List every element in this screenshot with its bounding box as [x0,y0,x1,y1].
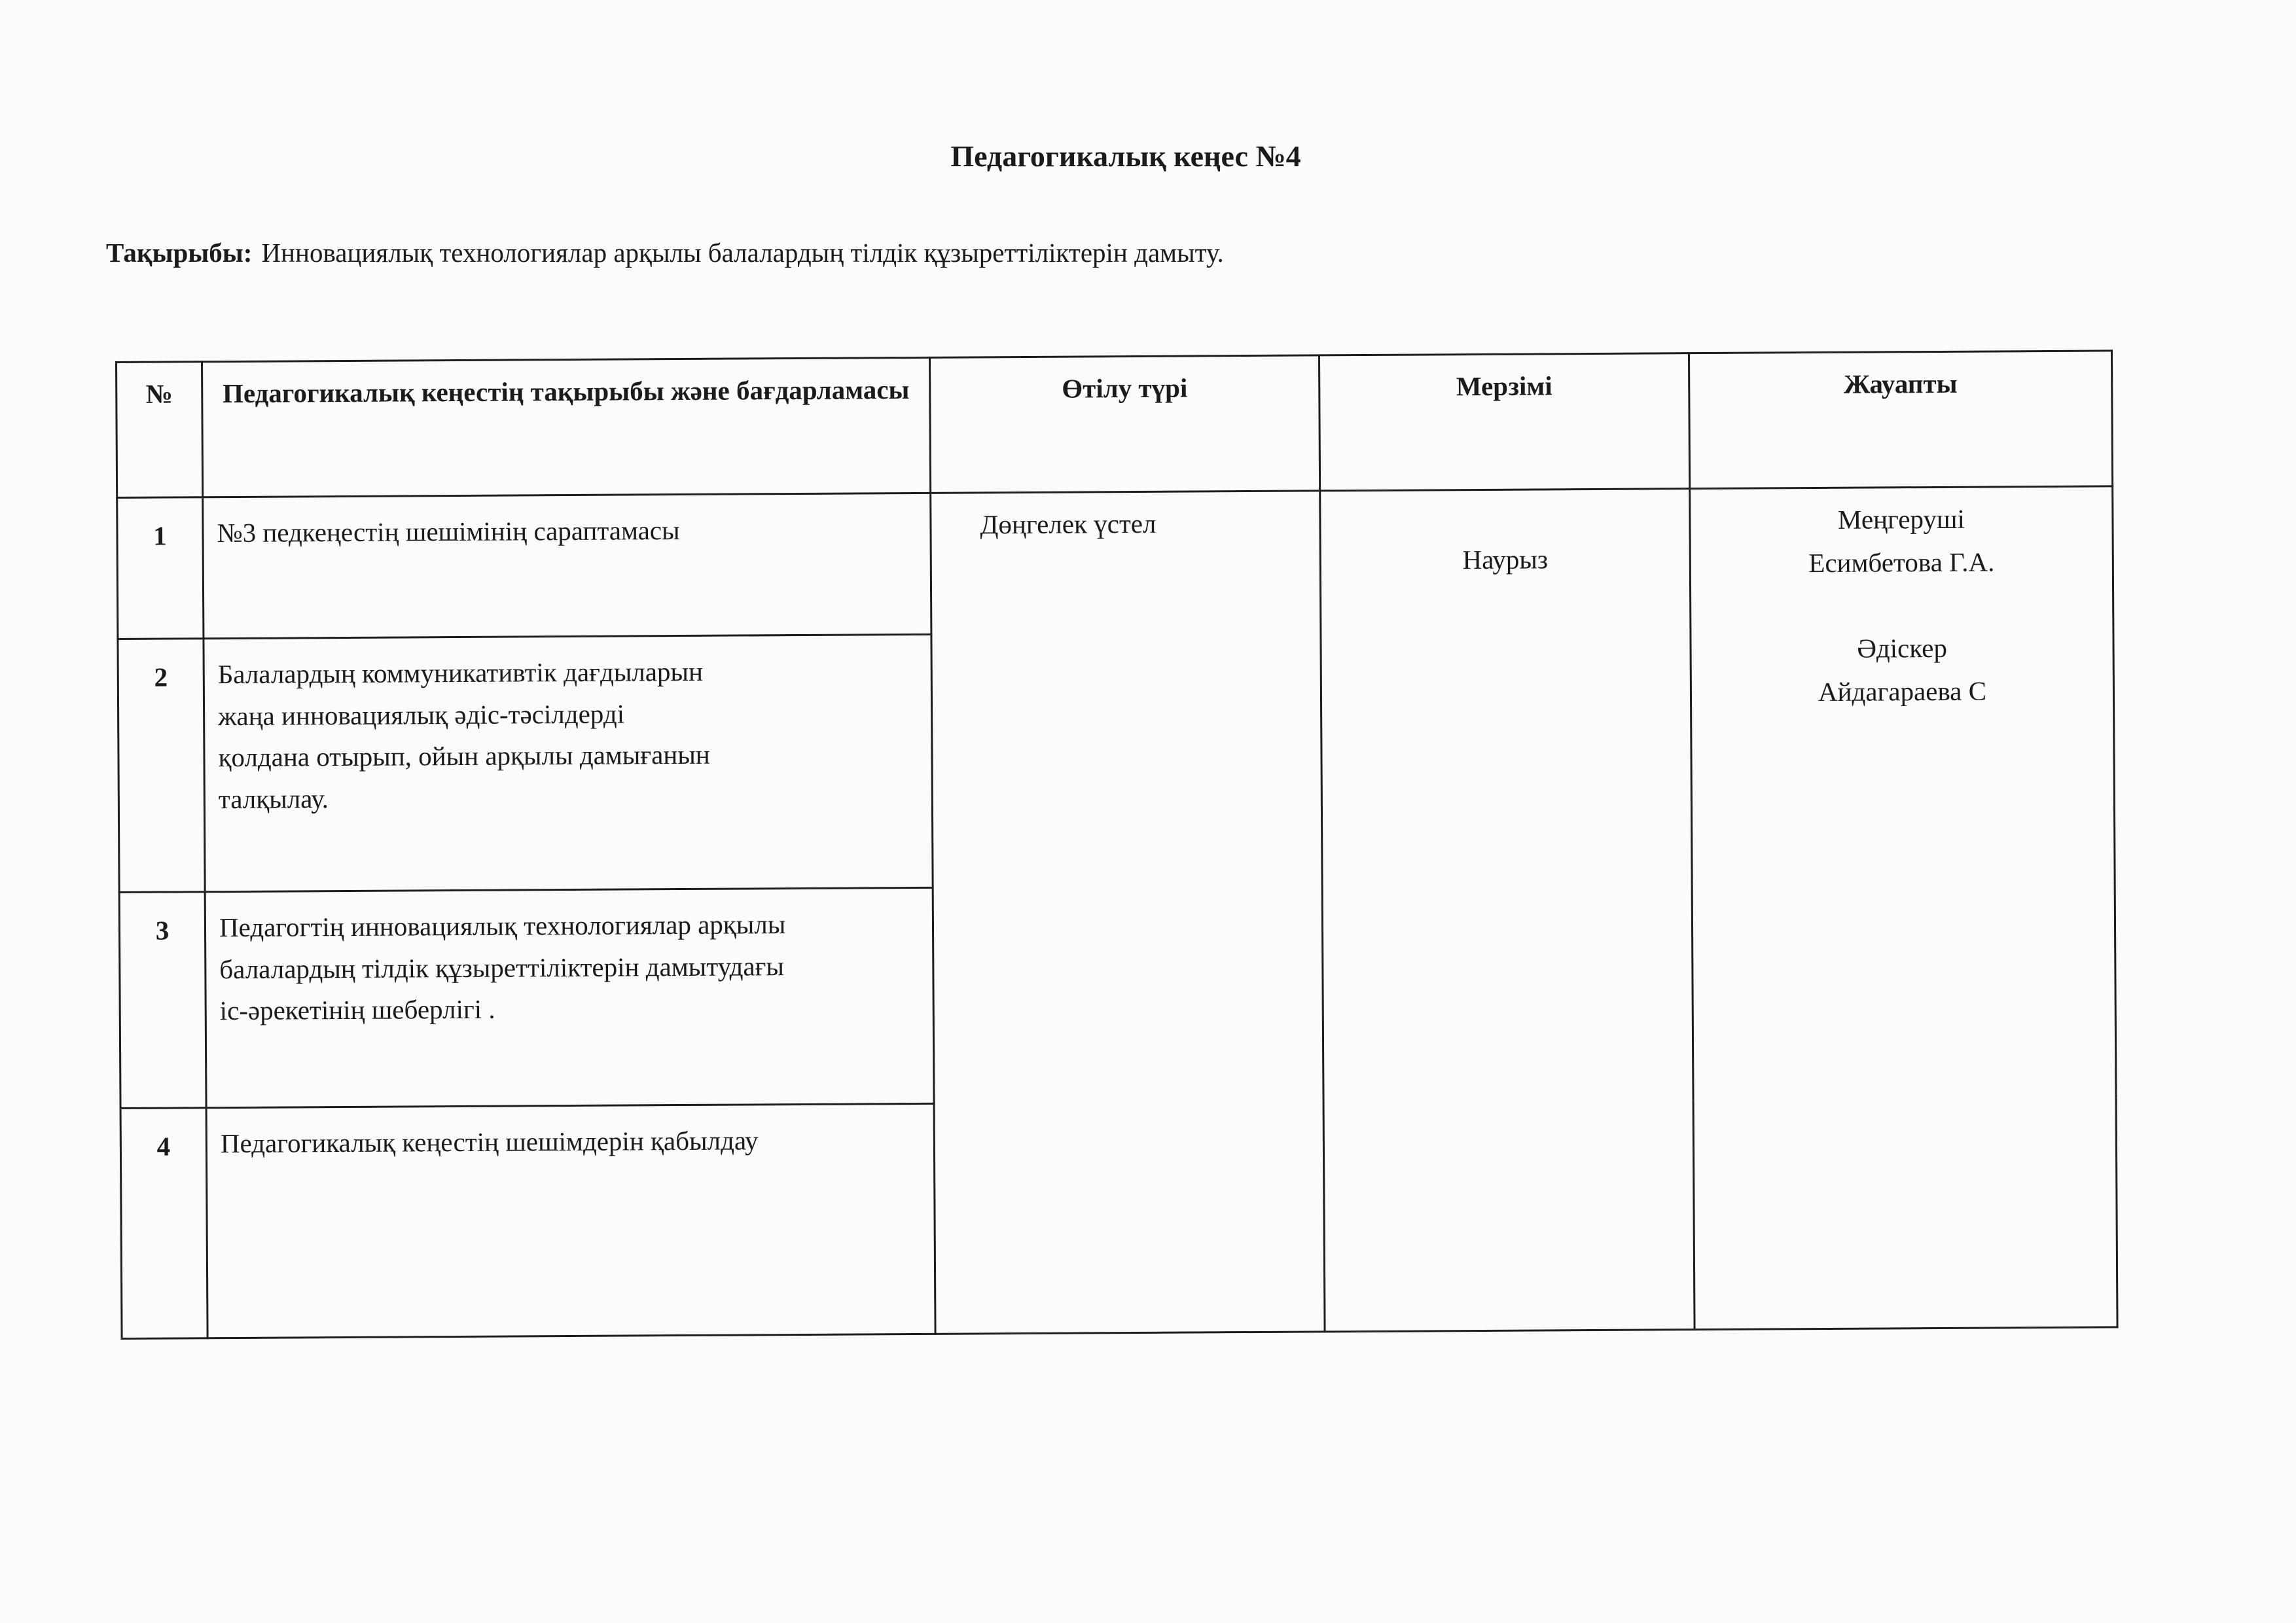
row-topic-line: №3 педкеңестің шешімінің сараптамасы [217,515,680,548]
row-number: 1 [117,497,204,639]
council-plan-table [115,349,2119,1340]
topic-text: Инновациялық технологиялар арқылы балалардың тілдік құзыреттіліктерін дамыту. [261,238,1224,268]
page-title: Педагогикалық кеңес №4 [950,139,1301,173]
row-topic [205,887,934,1107]
table-header-row [117,351,2113,498]
row-number: 2 [118,639,205,893]
row-topic-line: балалардың тілдік құзыреттіліктерін дамытудағы [219,950,785,984]
responsible-name: Есимбетова Г.А. [1808,546,1995,579]
row-topic-line: Педагогикалық кеңестің шешімдерін қабылдау [220,1125,759,1159]
row-topic [203,493,931,638]
header-form: Өтілу түрі [929,355,1319,493]
form-cell: Дөңгелек үстел [931,491,1325,1334]
responsible-cell [1690,486,2117,1330]
row-number: 3 [119,892,206,1109]
table-row [117,486,2113,639]
row-topic-line: талқылау. [218,783,329,814]
row-topic-line: Педагогтің инновациялық технологиялар арқылы [219,909,786,943]
header-topic: Педагогикалық кеңестің тақырыбы және бағдарламасы [202,357,931,497]
row-topic [206,1103,935,1338]
header-responsible: Жауапты [1689,351,2112,489]
row-topic-line: Балалардың коммуникативтік дағдыларын [217,656,704,690]
row-topic-line: қолдана отырып, ойын арқылы дамығанын [218,739,710,773]
row-number: 4 [120,1108,207,1339]
header-number: № [117,362,203,498]
topic-line [106,237,1224,268]
responsible-role: Әдіскер [1857,632,1948,664]
topic-label: Тақырыбы: [106,238,253,268]
header-date: Мерзімі [1319,353,1689,491]
responsible-role: Меңгеруші [1837,503,1965,535]
row-topic-line: жаңа инновациялық әдіс-тәсілдерді [217,698,625,731]
row-topic [204,634,933,891]
row-topic-line: іс-әрекетінің шеберлігі . [219,993,495,1026]
responsible-name: Айдагараева С [1818,675,1987,707]
date-cell: Наурыз [1320,489,1695,1332]
